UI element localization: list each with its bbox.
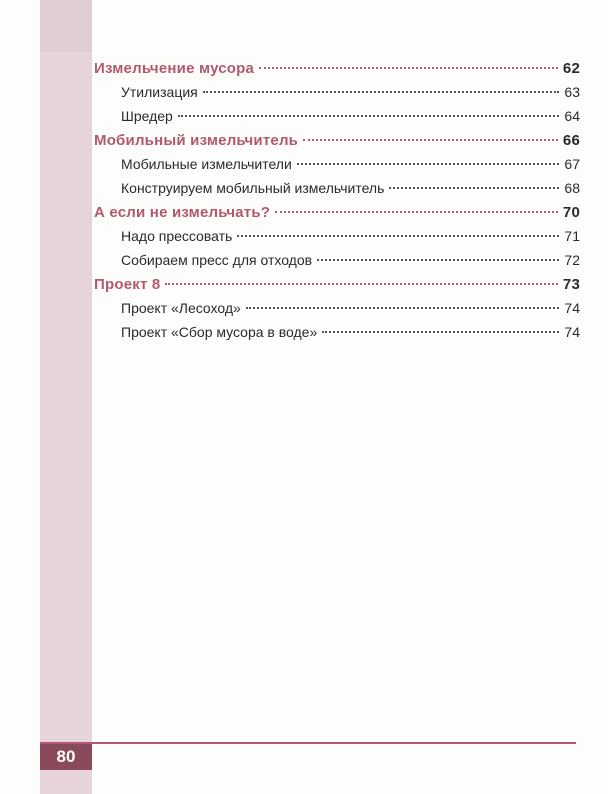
toc-leader-dots: [246, 307, 560, 309]
toc-entry-page: 68: [564, 180, 580, 196]
toc-entry-title: Проект «Лесоход»: [121, 300, 241, 316]
side-color-band: [40, 0, 92, 794]
toc-entry-page: 63: [564, 84, 580, 100]
toc-leader-dots: [322, 331, 559, 333]
toc-entry-page: 62: [562, 60, 580, 77]
toc-leader-dots: [303, 139, 558, 141]
toc-entry-title: Проект «Сбор мусора в воде»: [121, 324, 318, 340]
toc-leader-dots: [297, 163, 560, 165]
toc-entry-page: 74: [564, 300, 580, 316]
page-number-box: [40, 744, 92, 770]
toc-entry[interactable]: [94, 180, 580, 204]
toc-leader-dots: [275, 211, 558, 213]
toc-entry[interactable]: [94, 252, 580, 276]
toc-entry-title: Надо прессовать: [121, 228, 233, 244]
toc-leader-dots: [389, 187, 559, 189]
toc-entry[interactable]: [94, 84, 580, 108]
table-of-contents: [94, 60, 580, 348]
toc-entry-page: 71: [564, 228, 580, 244]
toc-entry-title: А если не измельчать?: [94, 204, 271, 221]
toc-leader-dots: [259, 67, 558, 69]
toc-entry-title: Конструируем мобильный измельчитель: [121, 180, 385, 196]
toc-entry[interactable]: [94, 204, 580, 228]
toc-entry-page: 70: [562, 204, 580, 221]
footer-divider: [40, 742, 576, 744]
page-number: 80: [56, 747, 76, 766]
toc-entry-title: Мобильные измельчители: [121, 156, 292, 172]
toc-leader-dots: [203, 91, 560, 93]
toc-entry[interactable]: [94, 228, 580, 252]
toc-entry[interactable]: [94, 156, 580, 180]
side-color-band-top: [40, 0, 92, 52]
toc-entry-title: Мобильный измельчитель: [94, 132, 299, 149]
toc-entry[interactable]: [94, 132, 580, 156]
toc-entry-title: Измельчение мусора: [94, 60, 255, 77]
toc-entry-title: Проект 8: [94, 276, 161, 293]
toc-entry[interactable]: [94, 300, 580, 324]
toc-leader-dots: [178, 115, 560, 117]
toc-entry-page: 66: [562, 132, 580, 149]
toc-leader-dots: [317, 259, 559, 261]
toc-entry[interactable]: [94, 276, 580, 300]
toc-entry[interactable]: [94, 60, 580, 84]
toc-entry-page: 73: [562, 276, 580, 293]
toc-entry-page: 74: [564, 324, 580, 340]
toc-entry-title: Утилизация: [121, 84, 198, 100]
toc-entry-title: Собираем пресс для отходов: [121, 252, 313, 268]
toc-entry-title: Шредер: [121, 108, 173, 124]
toc-entry[interactable]: [94, 108, 580, 132]
toc-entry-page: 67: [564, 156, 580, 172]
toc-entry[interactable]: [94, 324, 580, 348]
toc-entry-page: 64: [564, 108, 580, 124]
toc-leader-dots: [237, 235, 559, 237]
toc-leader-dots: [165, 283, 557, 285]
toc-entry-page: 72: [564, 252, 580, 268]
